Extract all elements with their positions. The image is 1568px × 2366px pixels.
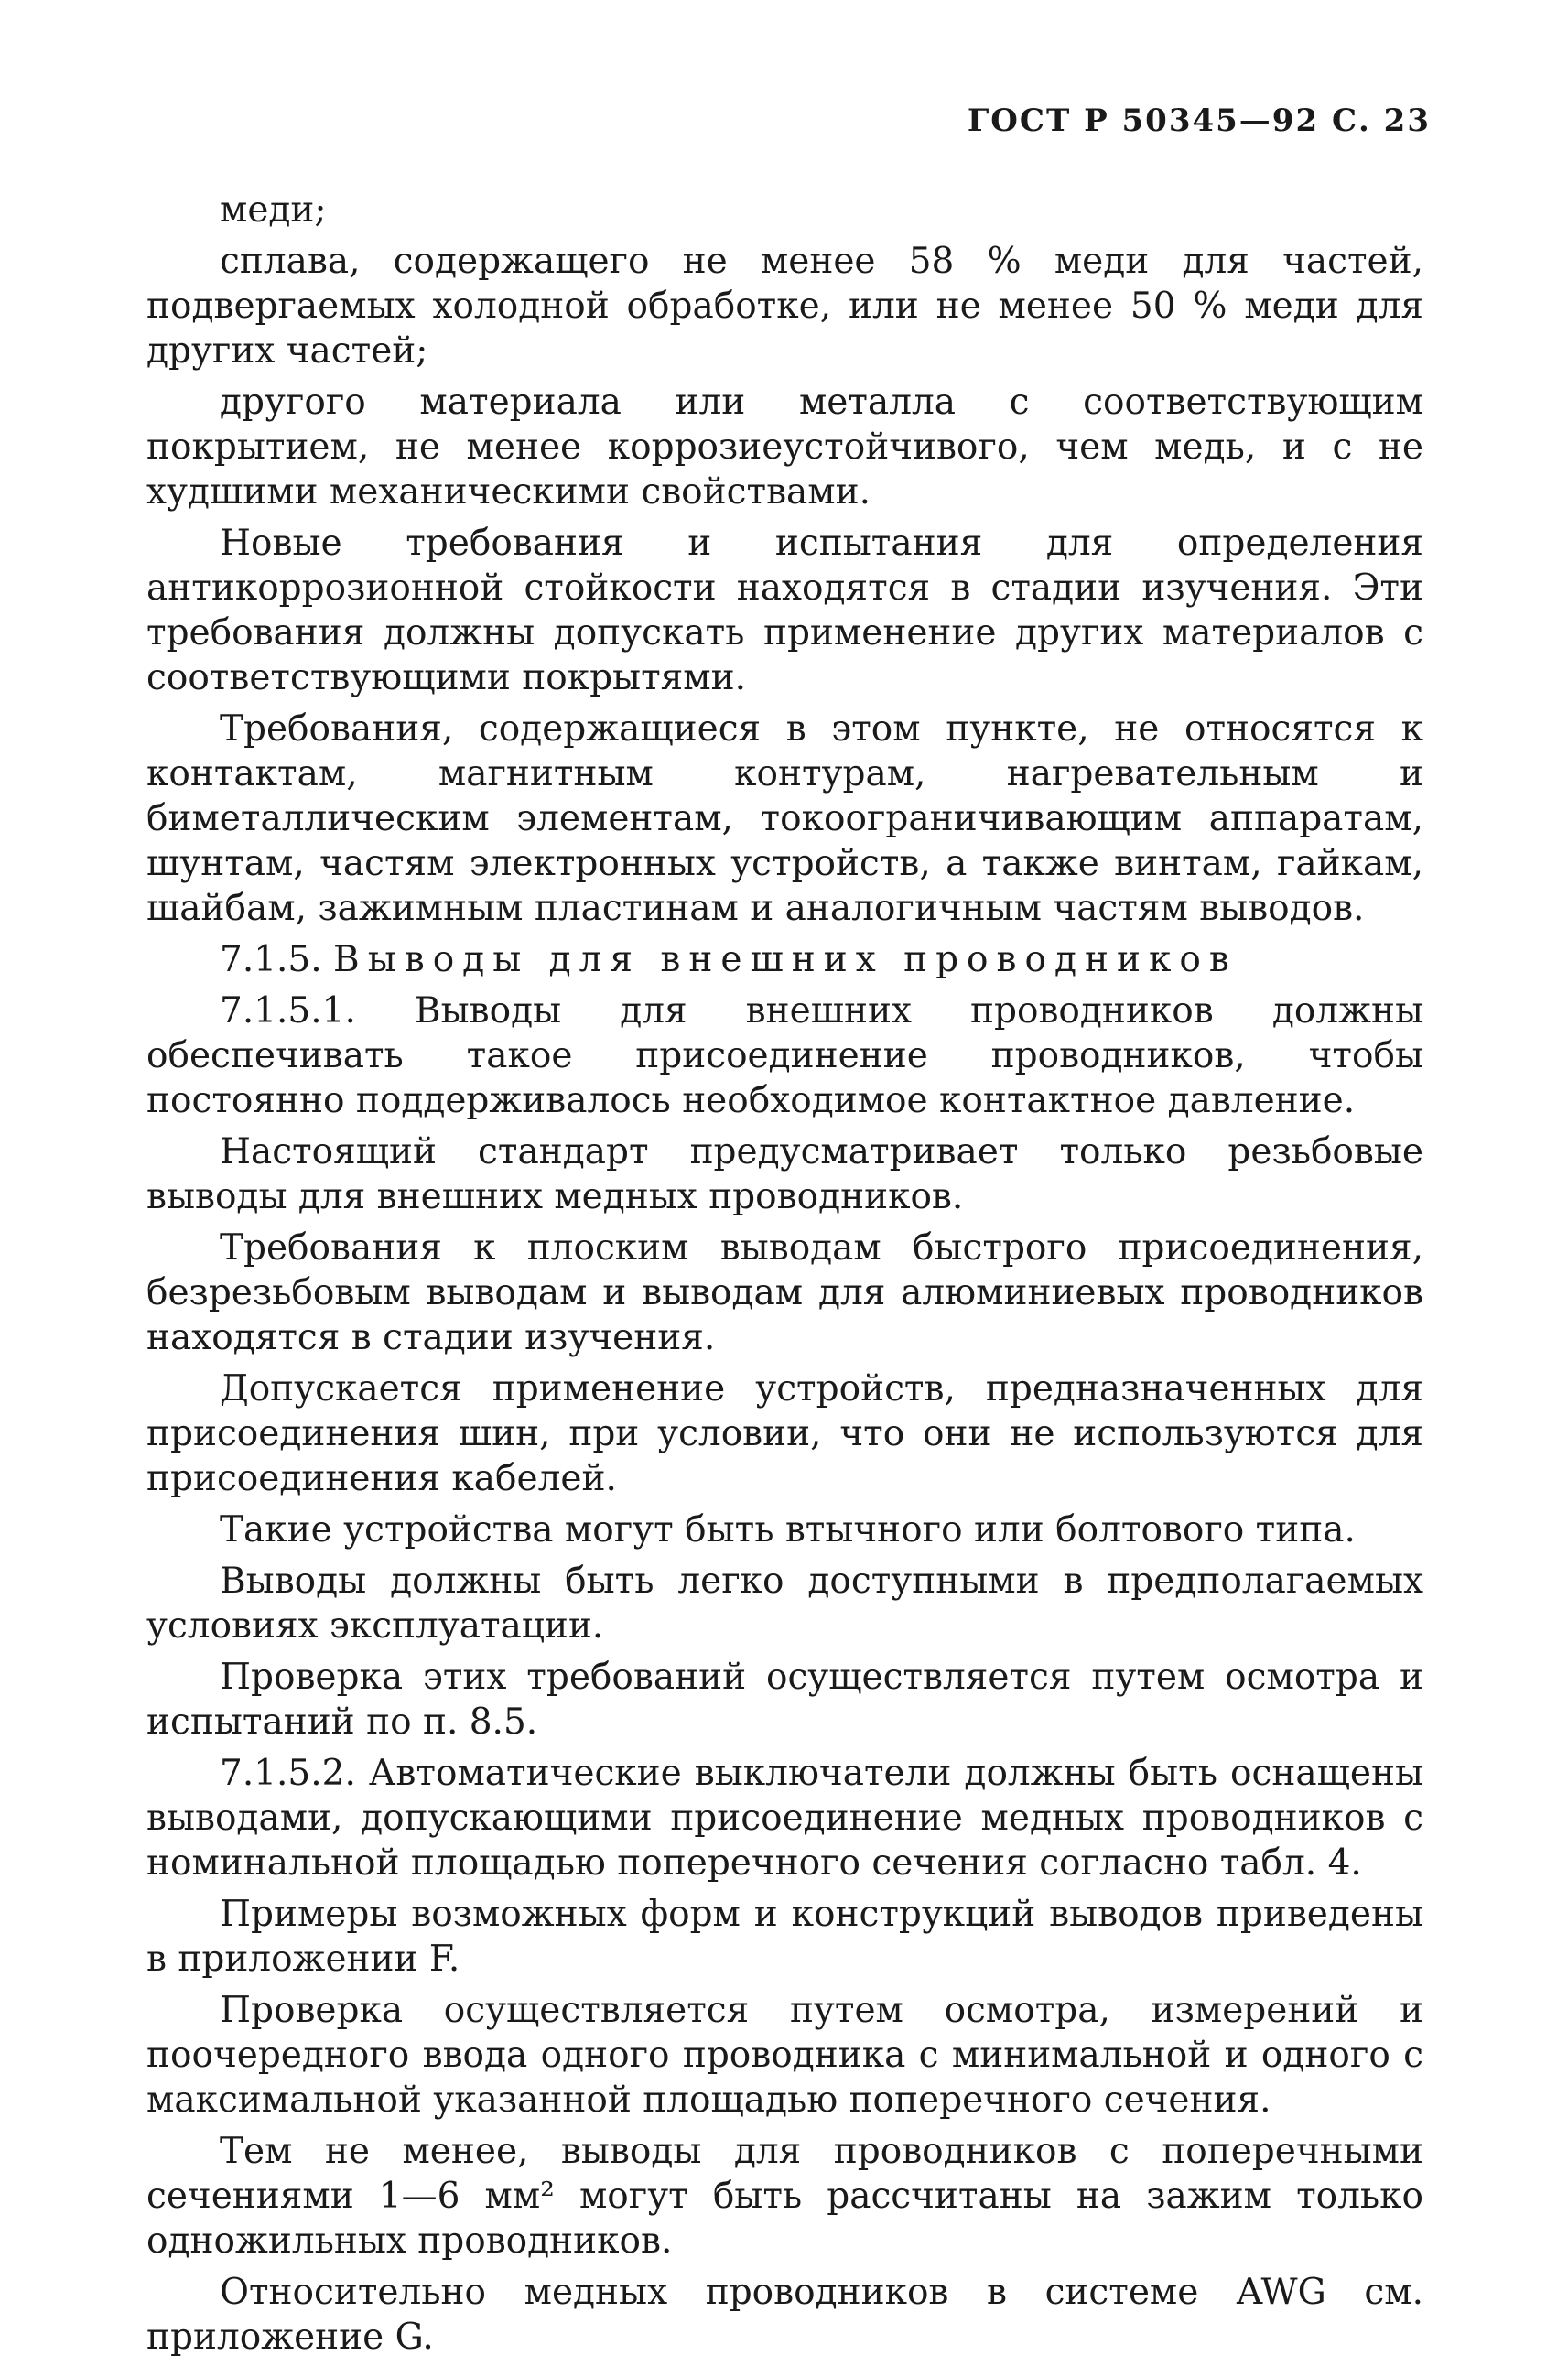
paragraph: Проверка осуществляется путем осмотра, измерений и поочередного ввода одного проводника с минимальной и одного с максимальной указанной площадью поперечного сечения. <box>146 1990 1423 2121</box>
paragraph: 7.1.5.1. Выводы для внешних проводников должны обеспечивать такое присоединение проводников, чтобы постоянно поддерживалось необходимое контактное давление. <box>146 990 1423 1121</box>
section-number: 7.1.5. <box>220 939 322 980</box>
page-header: ГОСТ Р 50345—92 С. 23 <box>967 103 1431 139</box>
paragraph: Такие устройства могут быть втычного или болтового типа. <box>220 1509 1356 1550</box>
paragraph: меди; <box>220 189 327 231</box>
paragraph: Относительно медных проводников в системе AWG см. приложение G. <box>146 2272 1423 2358</box>
paragraph: Примеры возможных форм и конструкций выводов приведены в приложении F. <box>146 1894 1423 1980</box>
paragraph: Допускается применение устройств, предназначенных для присоединения шин, при условии, что они не используются для присоединения кабелей. <box>146 1368 1423 1499</box>
paragraph: сплава, содержащего не менее 58 % меди для частей, подвергаемых холодной обработке, или не менее 50 % меди для других частей; <box>146 241 1423 372</box>
section-heading <box>146 937 1423 982</box>
paragraph: Выводы должны быть легко доступными в предполагаемых условиях эксплуатации. <box>146 1561 1423 1647</box>
paragraph: Проверка этих требований осуществляется путем осмотра и испытаний по п. 8.5. <box>146 1657 1423 1743</box>
paragraph: Новые требования и испытания для определения антикоррозионной стойкости находятся в стадии изучения. Эти требования должны допускать применение других материалов с соответствующими покрытями. <box>146 523 1423 698</box>
paragraph: Требования, содержащиеся в этом пункте, не относятся к контактам, магнитным контурам, нагревательным и биметаллическим элементам, токоограничивающим аппаратам, шунтам, частям электронных устройств, а также винтам, гайкам, шайбам, зажимным пластинам и аналогичным частям выводов. <box>146 708 1423 929</box>
paragraph: Требования к плоским выводам быстрого присоединения, безрезьбовым выводам и выводам для алюминиевых проводников находятся в стадии изучения. <box>146 1227 1423 1358</box>
paragraph: Тем не менее, выводы для проводников с поперечными сечениями 1—6 мм² могут быть рассчитаны на зажим только одножильных проводников. <box>146 2131 1423 2262</box>
section-title: Выводы для внешних проводников <box>333 939 1238 980</box>
body-text <box>146 188 1423 2366</box>
paragraph: 7.1.5.2. Автоматические выключатели должны быть оснащены выводами, допускающими присоединение медных проводников с номинальной площадью поперечного сечения согласно табл. 4. <box>146 1753 1423 1884</box>
paragraph: другого материала или металла с соответствующим покрытием, не менее коррозиеустойчивого, чем медь, и с не худшими механическими свойствами. <box>146 382 1423 513</box>
paragraph: Настоящий стандарт предусматривает только резьбовые выводы для внешних медных проводников. <box>146 1131 1423 1217</box>
